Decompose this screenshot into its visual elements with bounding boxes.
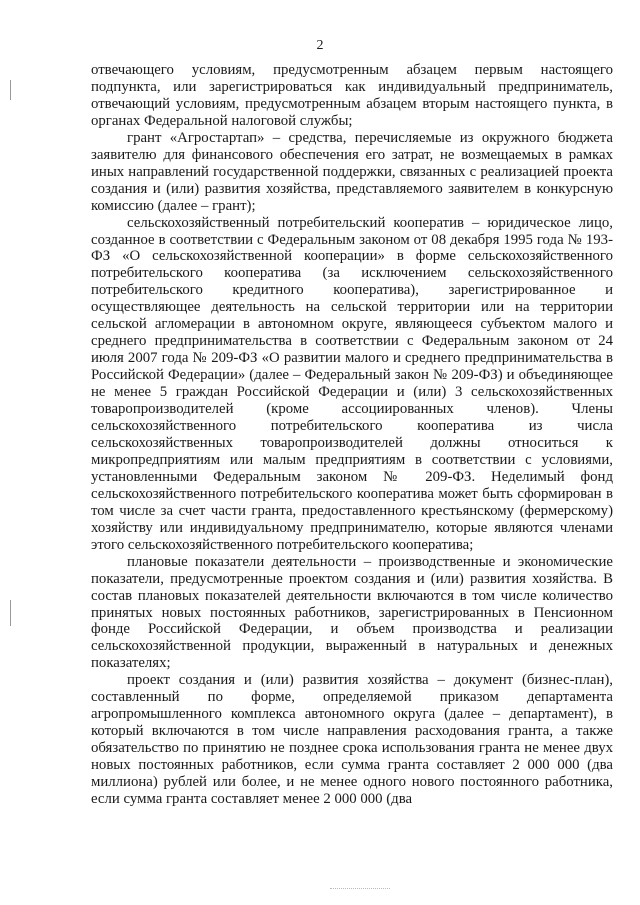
- scan-artifact-dots: [330, 888, 390, 890]
- scan-margin-mark: [10, 600, 11, 626]
- paragraph-plan-indicators: плановые показатели деятельности – производственные и экономические показатели, предусмотренные проектом создания и (или) развития хозяйства. В состав плановых показателей деятельности включаются в том числе количество принятых новых постоянных работников, зарегистрированных в Пенсионном фонде Российской Федерации, и объем производства и реализации сельскохозяйственной продукции, выраженный в натуральных и денежных показателях;: [91, 553, 613, 672]
- paragraph-continuation: отвечающего условиям, предусмотренным абзацем первым настоящего подпункта, или зарегистрироваться как индивидуальный предприниматель, отвечающий условиям, предусмотренным абзацем вторым настоящего пункта, в органах Федеральной налоговой службы;: [91, 62, 613, 129]
- paragraph-project-definition: проект создания и (или) развития хозяйства – документ (бизнес-план), составленный по форме, определяемой приказом департамента агропромышленного комплекса автономного округа (далее – департамент), в который включаются в том числе направления расходования гранта, а также обязательство по принятию не позднее срока использования гранта не менее двух новых постоянных работников, если сумма гранта составляет 2 000 000 (два миллиона) рублей или более, и не менее одного нового постоянного работника, если сумма гранта составляет менее 2 000 000 (два: [91, 672, 613, 807]
- paragraph-grant-definition: грант «Агростартап» – средства, перечисляемые из окружного бюджета заявителю для финансового обеспечения его затрат, не возмещаемых в рамках иных направлений государственной поддержки, связанных с реализацией проекта создания и (или) развития хозяйства, представляемого заявителем в конкурсную комиссию (далее – грант);: [91, 129, 613, 214]
- paragraph-cooperative-definition: сельскохозяйственный потребительский кооператив – юридическое лицо, созданное в соответствии с Федеральным законом от 08 декабря 1995 года № 193-ФЗ «О сельскохозяйственной кооперации» в форме сельскохозяйственного потребительского кооператива (за исключением сельскохозяйственного потребительского кредитного кооператива), зарегистрированное и осуществляющее деятельность на сельской территории или на территории сельской агломерации в автономном округе, являющееся субъектом малого и среднего предпринимательства в соответствии с Федеральным законом от 24 июля 2007 года № 209-ФЗ «О развитии малого и среднего предпринимательства в Российской Федерации» (далее – Федеральный закон № 209-ФЗ) и объединяющее не менее 5 граждан Российской Федерации и (или) 3 сельскохозяйственных товаропроизводителей (кроме ассоциированных членов). Члены сельскохозяйственного потребительского кооператива из числа сельскохозяйственных товаропроизводителей должны относиться к микропредприятиям или малым предприятиям в соответствии с условиями, установленными Федеральным законом № 209-ФЗ. Неделимый фонд сельскохозяйственного потребительского кооператива может быть сформирован в том числе за счет части гранта, предоставленного крестьянскому (фермерскому) хозяйству или индивидуальному предпринимателю, которые являются членами этого сельскохозяйственного потребительского кооператива;: [91, 214, 613, 553]
- scan-margin-mark: [10, 80, 11, 100]
- document-body: [91, 62, 613, 808]
- page-number: 2: [316, 38, 324, 53]
